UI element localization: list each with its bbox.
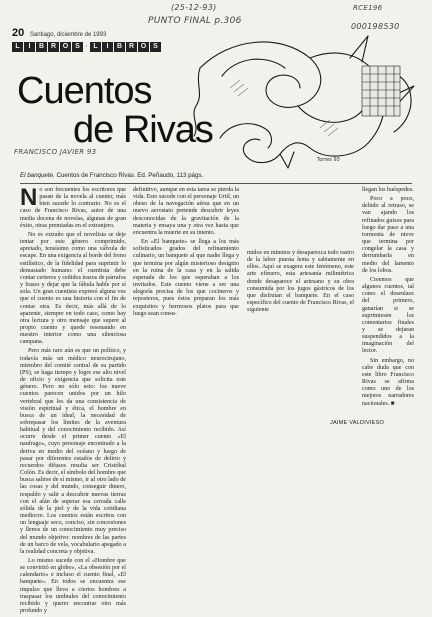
section-letter: R	[48, 42, 59, 52]
section-letter: L	[90, 42, 101, 52]
section-letter: I	[24, 42, 35, 52]
paragraph: definitivo, aunque en esta tarea se pierda la vida. Esto sucede con el personaje Urtil, un obeso de la navegación aérea que en un nuevo aerostato pretende descubrir leyes desconocidas de la gravitación de la materia y ensaya una y otra vez hasta que encuentra la muerte en su intento.	[133, 187, 239, 236]
article-title-line2: de Rivas	[73, 109, 213, 151]
section-letter: R	[126, 42, 137, 52]
article-illustration	[160, 28, 422, 170]
article-column-3	[247, 250, 354, 316]
section-letter: O	[138, 42, 149, 52]
paragraph: Lo mismo sucede con el «Hombre que se convirtió en globo», «La obsesión por el calendario» e incluso el cuento final, «El banquete». En todos se encuentra ese impulso que lleva a ciertos hombres a traspasar los umbrales del conocimiento recibido y querer encontrar otro más profundo y	[20, 557, 126, 615]
paragraph: Pero más raro aún es que un político, y todavía más un médico neurocirujano, miembro del comité central de su partido (PS), se haga tiempo y logre ese alto nivel de oficio y exigencia que solicita este género. Pero no sólo esto: los nueve cuentos parecen unidos por un hilo vertebral que les da una consistencia de visión espiritual y ética, el hombre en busca de un ideal, la necesidad de sobrepasar los límites de la aventura habitual y del conocimiento recibido. Así ocurre desde el primer cuento «El naufrago», cuyo personaje encontrado a la deriva en medio del océano y luego de pasar por diferentes estados de delirio y recuerdos difusos resulta ser Cristóbal Colón. Es decir, el símbolo del hombre que busca salirse de sí mismo, ir al otro lado de las cosas y del mundo, conseguir dinero, respaldo y salir a descubrir nuevas tierras con el afán de superar esa cerrada calle sólida de la piel y de la vida cotidiana mediocre. Los cuentos están escritos con un lenguaje seco, conciso, sin concesiones y llenos de un conocimiento muy preciso del mundo objetivo: nombres de las partes de un barco de vela, vocabulario apegado a la realidad concreta y objetiva.	[20, 348, 126, 555]
paragraph: No es extraño que el novelista se deje tentar por este género comprimido, apretado, tensísimo como una válvula de escape. En una exigencia al borde del freno estilístico, de la fidelidad para suprimir lo demasiado humano: el cuentista debe contar certeros y ceñidos trazos de párrafos y frases y dejar que la fábula hable por sí sola. Un gran cuentista expresó alguna vez que el cuento es una historia con el fin de contar otra. Es decir, más allá de lo aparente, siempre en todo caso, como hay otra lectura y otro mensaje que supere al propio cuento y quede resonando en nuestro interior como una silenciosa campana.	[20, 231, 126, 346]
section-letter: O	[60, 42, 71, 52]
section-letter: I	[102, 42, 113, 52]
divider-rule	[20, 183, 412, 184]
paragraph: Poco a poco, debido al retraso, se van ajando los refinados guisos para luego dar paso a una tormenta de nieve que termina por congelar la casa y derrumbarla en medio del lamento de los lobos.	[362, 196, 414, 274]
section-letter: S	[150, 42, 161, 52]
section-letter: S	[72, 42, 83, 52]
paragraph: Creemos que algunos cuentos, tal como el desenlace del primero, ganarían si se suprimiesen los comentarios finales y se dejaran suspendidos a la imaginación del lector.	[362, 276, 414, 355]
paragraph: midos en minutos y desaparezca todo rastro de la labor puesta lenta y sabiamente en ellos. Aquí se exagera este fenómeno, este arte efímero, esta artesanía milimétrica donde desaparece el artesano y su obra consumida por los jugos gástricos de los que disfrutan el banquete. En el caso específico del cuento de Francisco Rivas, el siguiente	[247, 250, 354, 314]
article-column-2	[133, 187, 239, 320]
section-letter: L	[12, 42, 23, 52]
paragraph: llegan los huéspedes.	[362, 187, 414, 193]
paragraph: En «El banquete» se llega a los más sofisticados grados del refinamiento culinario, un banquete al que nadie llega y que termina por algún misterioso designio en la ruina de la casa y en la salida esperada de los que esperaban a los invitados. Este cuento viene a ser una alegoría precisa de los que cocineros y reposteros, pues éstos preparan los más exquisitos y hermosos platos para que luego sean consu-	[133, 239, 239, 317]
book-title: El banquete.	[20, 172, 55, 179]
handwritten-author-note: FRANCISCO JAVIER 93	[14, 148, 97, 156]
book-reference	[20, 172, 320, 179]
section-letter: B	[114, 42, 125, 52]
article-title-line1: Cuentos	[17, 70, 152, 112]
handwritten-code: RCE196	[353, 4, 383, 12]
handwritten-archive-number: 000198530	[351, 22, 400, 31]
article-column-1	[20, 184, 126, 617]
drop-cap: N	[20, 184, 38, 211]
handwritten-date: (25-12-93)	[171, 3, 217, 12]
author-byline: JAIME VALDIVIESO	[330, 420, 385, 426]
paragraph: Sin embargo, no cabe duda que con este libro Francisco Rivas se afirma como uno de los mejores narradores nacionales. ■	[362, 357, 414, 407]
handwritten-source: PUNTO FINAL p.306	[148, 16, 242, 26]
section-separator: ·	[85, 44, 88, 50]
place-date: Santiago, diciembre de 1993	[29, 32, 107, 38]
paragraph-text: o son frecuentes los escritores que pasan de la novela al cuento; más bien sucede lo contrario. No es el caso de Francisco Rivas, autor de una media docena de novelas, algunas de gran éxito, otras premiadas en el extranjero.	[20, 187, 126, 229]
page-number: 20	[12, 27, 25, 39]
section-letter: B	[36, 42, 47, 52]
illustrator-signature: Torres 93	[317, 157, 340, 163]
article-column-4	[362, 187, 414, 410]
paragraph	[20, 184, 126, 230]
book-details: Cuentos de Francisco Rivas. Ed. Peñaudo, 113 págs.	[56, 172, 204, 179]
